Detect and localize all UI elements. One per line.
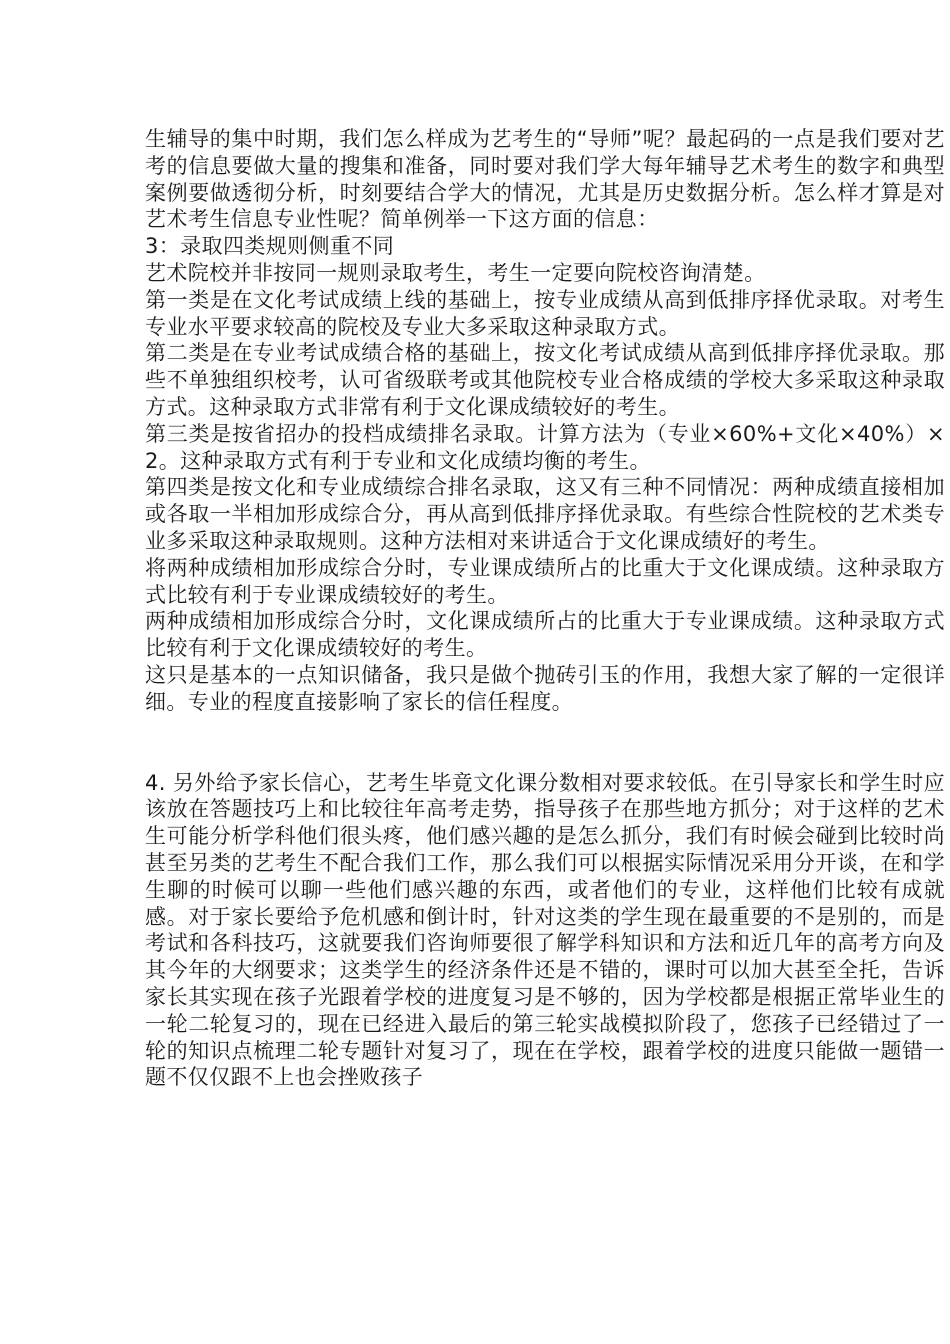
document-body (145, 126, 945, 1091)
paragraph-case-cultural: 两种成绩相加形成综合分时，文化课成绩所占的比重大于专业课成绩。这种录取方式比较有利于文化课成绩较好的考生。 (145, 609, 945, 661)
paragraph-case-professional: 将两种成绩相加形成综合分时，专业课成绩所占的比重大于文化课成绩。这种录取方式比较有利于专业课成绩较好的考生。 (145, 555, 945, 607)
paragraph-type-2: 第二类是在专业考试成绩合格的基础上，按文化考试成绩从高到低排序择优录取。那些不单独组织校考，认可省级联考或其他院校专业合格成绩的学校大多采取这种录取方式。这种录取方式非常有利于文化课成绩较好的考生。 (145, 341, 945, 419)
paragraph-intro: 生辅导的集中时期，我们怎么样成为艺考生的“导师”呢？最起码的一点是我们要对艺考的信息要做大量的搜集和准备，同时要对我们学大每年辅导艺术考生的数字和典型案例要做透彻分析，时刻要结合学大的情况，尤其是历史数据分析。怎么样才算是对艺术考生信息专业性呢？简单例举一下这方面的信息： (145, 127, 945, 232)
paragraph-summary: 这只是基本的一点知识储备，我只是做个抛砖引玉的作用，我想大家了解的一定很详细。专业的程度直接影响了家长的信任程度。 (145, 662, 945, 714)
paragraph-type-1: 第一类是在文化考试成绩上线的基础上，按专业成绩从高到低排序择优录取。对考生专业水平要求较高的院校及专业大多采取这种录取方式。 (145, 287, 945, 339)
paragraph-gap (145, 716, 945, 770)
section-4-paragraph: 4. 另外给予家长信心，艺考生毕竟文化课分数相对要求较低。在引导家长和学生时应该放在答题技巧上和比较往年高考走势，指导孩子在那些地方抓分；对于这样的艺术生可能分析学科他们很头疼，他们感兴趣的是怎么抓分，我们有时候会碰到比较时尚甚至另类的艺考生不配合我们工作，那么我们可以根据实际情况采用分开谈，在和学生聊的时候可以聊一些他们感兴趣的东西，或者他们的专业，这样他们比较有成就感。对于家长要给予危机感和倒计时，针对这类的学生现在最重要的不是别的，而是考试和各科技巧，这就要我们咨询师要很了解学科知识和方法和近几年的高考方向及其今年的大纲要求；这类学生的经济条件还是不错的，课时可以加大甚至全托，告诉家长其实现在孩子光跟着学校的进度复习是不够的，因为学校都是根据正常毕业生的一轮二轮复习的，现在已经进入最后的第三轮实战模拟阶段了，您孩子已经错过了一轮的知识点梳理二轮专题针对复习了，现在在学校，跟着学校的进度只能做一题错一题不仅仅跟不上也会挫败孩子 (145, 770, 945, 1090)
section-heading-3: 3：录取四类规则侧重不同 (145, 234, 395, 259)
paragraph-rule-note: 艺术院校并非按同一规则录取考生，考生一定要向院校咨询清楚。 (145, 260, 766, 285)
paragraph-type-4: 第四类是按文化和专业成绩综合排名录取，这又有三种不同情况：两种成绩直接相加或各取一半相加形成综合分，再从高到低排序择优录取。有些综合性院校的艺术类专业多采取这种录取规则。这种方法相对来讲适合于文化课成绩好的考生。 (145, 475, 945, 553)
paragraph-type-3: 第三类是按省招办的投档成绩排名录取。计算方法为（专业×60%+文化×40%）×2。这种录取方式有利于专业和文化成绩均衡的考生。 (145, 421, 945, 473)
